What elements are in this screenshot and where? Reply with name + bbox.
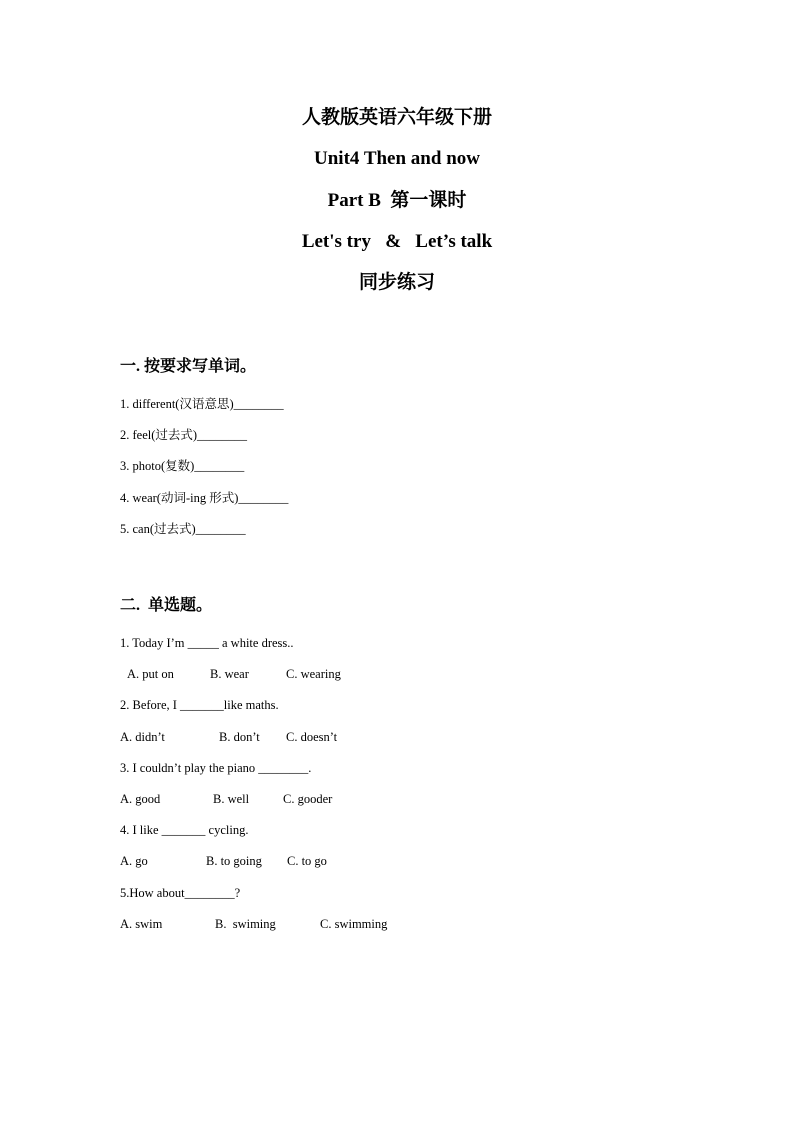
option-b: B. to going xyxy=(206,854,262,868)
section-1-item: 5. can(过去式)________ xyxy=(120,522,246,536)
question-stem: 5.How about________? xyxy=(120,886,241,900)
question-stem: 1. Today I’m _____ a white dress.. xyxy=(120,636,294,650)
option-b: B. well xyxy=(213,792,250,806)
title-exercise: 同步练习 xyxy=(358,272,435,293)
section-1-item: 4. wear(动词-ing 形式)________ xyxy=(120,491,289,505)
option-c: C. wearing xyxy=(286,667,341,681)
question-stem: 3. I couldn’t play the piano ________. xyxy=(120,761,312,775)
option-c: C. doesn’t xyxy=(286,730,338,744)
option-c: C. swimming xyxy=(320,917,388,931)
option-b: B. don’t xyxy=(219,730,260,744)
section-1-item: 1. different(汉语意思)________ xyxy=(120,397,284,411)
option-a: A. put on xyxy=(127,667,174,681)
option-c: C. gooder xyxy=(283,792,333,806)
option-a: A. swim xyxy=(120,917,163,931)
section-1-item: 2. feel(过去式)________ xyxy=(120,428,248,442)
title-unit: Unit4 Then and now xyxy=(314,148,480,169)
section-1-heading: 一. 按要求写单词。 xyxy=(120,358,257,375)
title-lesson: Let's try & Let’s talk xyxy=(301,231,493,252)
section-2-heading: 二. 单选题。 xyxy=(120,597,213,614)
option-a: A. go xyxy=(120,854,148,868)
option-b: B. swiming xyxy=(215,917,276,931)
question-stem: 4. I like _______ cycling. xyxy=(120,823,249,837)
question-stem: 2. Before, I _______like maths. xyxy=(120,698,279,712)
option-b: B. wear xyxy=(210,667,249,681)
title-textbook: 人教版英语六年级下册 xyxy=(301,107,492,128)
section-1-item: 3. photo(复数)________ xyxy=(120,459,245,473)
option-c: C. to go xyxy=(287,854,327,868)
title-part: Part B 第一课时 xyxy=(327,190,467,211)
option-a: A. good xyxy=(120,792,161,806)
option-a: A. didn’t xyxy=(120,730,165,744)
